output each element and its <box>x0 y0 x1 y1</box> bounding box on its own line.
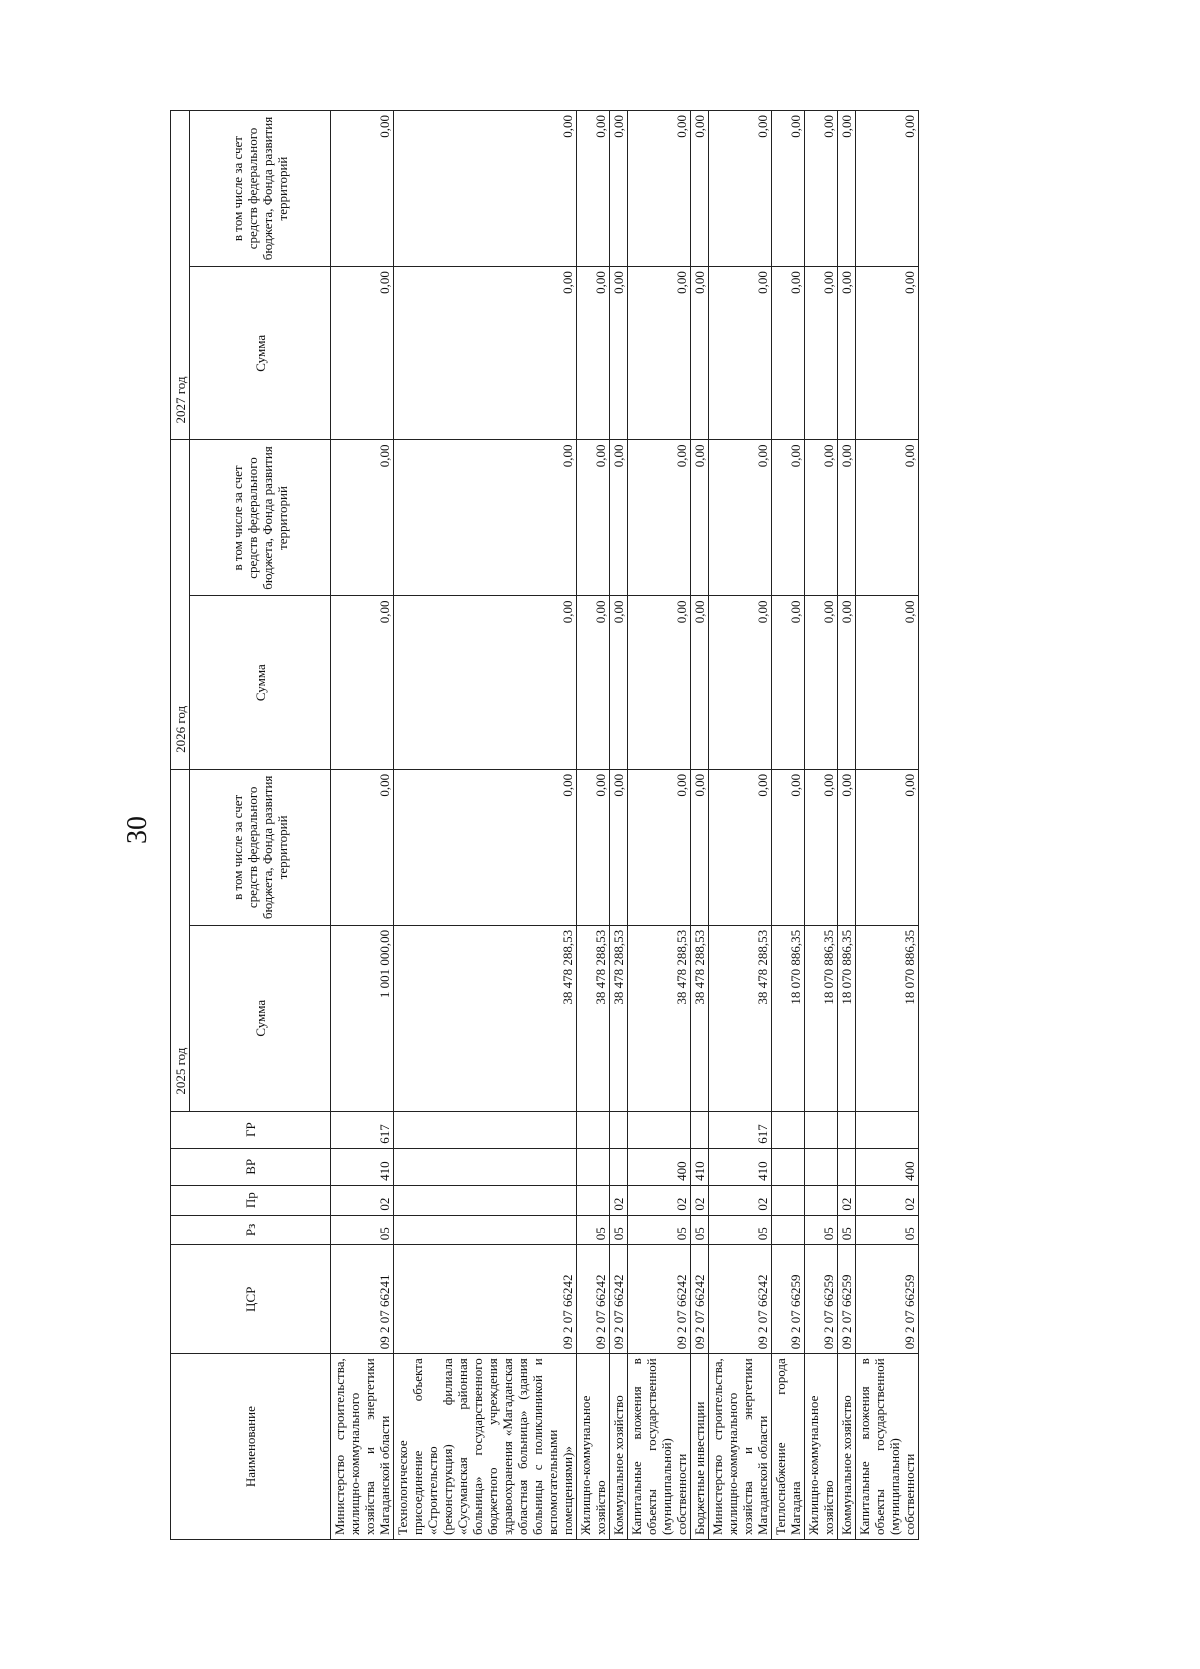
row-sum-2027: 0,00 <box>394 267 577 440</box>
header-year-2026: 2026 год <box>171 440 190 769</box>
row-pr: 02 <box>331 1185 394 1215</box>
row-sum-2027: 0,00 <box>856 267 919 440</box>
row-gr <box>610 1111 628 1148</box>
row-federal-2027: 0,00 <box>838 111 856 267</box>
row-name: Капитальные вложения в объекты государственной (муниципальной) собственности <box>856 1354 919 1540</box>
row-sum-2027: 0,00 <box>691 267 709 440</box>
row-csr: 09 2 07 66259 <box>838 1245 856 1354</box>
row-federal-2025: 0,00 <box>628 769 691 925</box>
row-sum-2026: 0,00 <box>838 596 856 769</box>
row-sum-2027: 0,00 <box>331 267 394 440</box>
row-vr: 410 <box>709 1148 772 1185</box>
row-name: Министерство строительства, жилищно-коммунального хозяйства и энергетики Магаданской области <box>331 1354 394 1540</box>
row-federal-2027: 0,00 <box>772 111 805 267</box>
row-sum-2027: 0,00 <box>628 267 691 440</box>
row-gr <box>628 1111 691 1148</box>
table-row <box>838 111 856 1540</box>
row-rz: 05 <box>805 1215 838 1245</box>
row-sum-2025: 38 478 288,53 <box>577 925 610 1111</box>
row-federal-2026: 0,00 <box>856 440 919 596</box>
row-federal-2026: 0,00 <box>691 440 709 596</box>
row-sum-2025: 18 070 886,35 <box>772 925 805 1111</box>
header-vr: ВР <box>171 1148 331 1185</box>
row-rz: 05 <box>709 1215 772 1245</box>
landscape-page <box>170 110 1040 1540</box>
row-name: Капитальные вложения в объекты государственной (муниципальной) собственности <box>628 1354 691 1540</box>
row-sum-2025: 1 001 000,00 <box>331 925 394 1111</box>
row-federal-2026: 0,00 <box>838 440 856 596</box>
row-gr <box>394 1111 577 1148</box>
header-rz: Рз <box>171 1215 331 1245</box>
row-vr <box>577 1148 610 1185</box>
header-federal-2027: в том числе за счет средств федерального бюджета, Фонда развития территорий <box>190 111 331 267</box>
row-federal-2027: 0,00 <box>691 111 709 267</box>
row-rz: 05 <box>577 1215 610 1245</box>
row-federal-2025: 0,00 <box>394 769 577 925</box>
header-year-2027: 2027 год <box>171 111 190 440</box>
row-rz: 05 <box>838 1215 856 1245</box>
table-row <box>772 111 805 1540</box>
row-rz: 05 <box>628 1215 691 1245</box>
row-vr: 400 <box>628 1148 691 1185</box>
row-sum-2026: 0,00 <box>577 596 610 769</box>
row-federal-2027: 0,00 <box>331 111 394 267</box>
row-csr: 09 2 07 66242 <box>691 1245 709 1354</box>
row-sum-2027: 0,00 <box>805 267 838 440</box>
row-vr <box>394 1148 577 1185</box>
table-row <box>628 111 691 1540</box>
row-sum-2025: 38 478 288,53 <box>628 925 691 1111</box>
row-federal-2026: 0,00 <box>331 440 394 596</box>
row-gr <box>838 1111 856 1148</box>
row-csr: 09 2 07 66259 <box>772 1245 805 1354</box>
row-rz: 05 <box>331 1215 394 1245</box>
row-federal-2027: 0,00 <box>709 111 772 267</box>
row-name: Теплоснабжение города Магадана <box>772 1354 805 1540</box>
header-sum-2026: Сумма <box>190 596 331 769</box>
row-pr: 02 <box>856 1185 919 1215</box>
header-federal-2025: в том числе за счет средств федерального бюджета, Фонда развития территорий <box>190 769 331 925</box>
table-row <box>577 111 610 1540</box>
row-name: Коммунальное хозяйство <box>838 1354 856 1540</box>
row-name: Технологическое присоединение объекта «Строительство (реконструкция) филиала «Сусуманская районная больница» государственного бюджетного учреждения здравоохранения «Магаданская областная больница» (здания больницы с поликлиникой и вспомогательными помещениями)» <box>394 1354 577 1540</box>
row-vr <box>838 1148 856 1185</box>
row-pr: 02 <box>628 1185 691 1215</box>
budget-table <box>170 110 919 1540</box>
row-sum-2026: 0,00 <box>610 596 628 769</box>
row-federal-2025: 0,00 <box>838 769 856 925</box>
row-name: Коммунальное хозяйство <box>610 1354 628 1540</box>
page-number: 30 <box>122 816 153 844</box>
row-federal-2026: 0,00 <box>709 440 772 596</box>
row-csr: 09 2 07 66242 <box>394 1245 577 1354</box>
row-sum-2026: 0,00 <box>628 596 691 769</box>
row-rz: 05 <box>691 1215 709 1245</box>
row-sum-2025: 38 478 288,53 <box>394 925 577 1111</box>
row-sum-2025: 18 070 886,35 <box>838 925 856 1111</box>
table-row <box>610 111 628 1540</box>
row-csr: 09 2 07 66241 <box>331 1245 394 1354</box>
row-csr: 09 2 07 66242 <box>628 1245 691 1354</box>
row-federal-2025: 0,00 <box>331 769 394 925</box>
row-name: Министерство строительства, жилищно-коммунального хозяйства и энергетики Магаданской области <box>709 1354 772 1540</box>
row-gr <box>577 1111 610 1148</box>
row-sum-2025: 38 478 288,53 <box>709 925 772 1111</box>
row-csr: 09 2 07 66242 <box>709 1245 772 1354</box>
row-name: Жилищно-коммунальное хозяйство <box>805 1354 838 1540</box>
header-federal-2026: в том числе за счет средств федерального бюджета, Фонда развития территорий <box>190 440 331 596</box>
row-vr <box>610 1148 628 1185</box>
row-sum-2025: 38 478 288,53 <box>610 925 628 1111</box>
row-csr: 09 2 07 66259 <box>805 1245 838 1354</box>
row-pr: 02 <box>610 1185 628 1215</box>
table-row <box>856 111 919 1540</box>
header-sum-2025: Сумма <box>190 925 331 1111</box>
row-name: Бюджетные инвестиции <box>691 1354 709 1540</box>
row-gr <box>691 1111 709 1148</box>
table-row <box>331 111 394 1540</box>
row-federal-2026: 0,00 <box>394 440 577 596</box>
row-vr <box>772 1148 805 1185</box>
row-pr <box>772 1185 805 1215</box>
row-sum-2026: 0,00 <box>691 596 709 769</box>
table-row <box>709 111 772 1540</box>
header-gr: ГР <box>171 1111 331 1148</box>
row-federal-2025: 0,00 <box>772 769 805 925</box>
row-federal-2026: 0,00 <box>772 440 805 596</box>
row-sum-2027: 0,00 <box>772 267 805 440</box>
header-year-2025: 2025 год <box>171 769 190 1111</box>
row-rz: 05 <box>610 1215 628 1245</box>
row-gr <box>805 1111 838 1148</box>
row-sum-2026: 0,00 <box>805 596 838 769</box>
row-federal-2026: 0,00 <box>628 440 691 596</box>
row-sum-2026: 0,00 <box>331 596 394 769</box>
row-pr: 02 <box>709 1185 772 1215</box>
row-federal-2025: 0,00 <box>856 769 919 925</box>
header-name: Наименование <box>171 1354 331 1540</box>
row-rz: 05 <box>856 1215 919 1245</box>
row-pr <box>577 1185 610 1215</box>
row-sum-2027: 0,00 <box>610 267 628 440</box>
row-federal-2027: 0,00 <box>628 111 691 267</box>
table-row <box>394 111 577 1540</box>
row-pr <box>394 1185 577 1215</box>
row-federal-2026: 0,00 <box>610 440 628 596</box>
row-vr: 400 <box>856 1148 919 1185</box>
table-row <box>691 111 709 1540</box>
header-pr: Пр <box>171 1185 331 1215</box>
row-sum-2025: 38 478 288,53 <box>691 925 709 1111</box>
rotated-table-frame <box>170 110 1040 1540</box>
row-federal-2025: 0,00 <box>805 769 838 925</box>
row-gr <box>772 1111 805 1148</box>
row-vr: 410 <box>691 1148 709 1185</box>
row-federal-2027: 0,00 <box>394 111 577 267</box>
header-sum-2027: Сумма <box>190 267 331 440</box>
row-federal-2025: 0,00 <box>709 769 772 925</box>
row-gr: 617 <box>709 1111 772 1148</box>
row-sum-2026: 0,00 <box>394 596 577 769</box>
row-vr: 410 <box>331 1148 394 1185</box>
row-vr <box>805 1148 838 1185</box>
row-federal-2027: 0,00 <box>805 111 838 267</box>
row-rz <box>394 1215 577 1245</box>
row-pr <box>805 1185 838 1215</box>
row-federal-2027: 0,00 <box>577 111 610 267</box>
row-sum-2026: 0,00 <box>772 596 805 769</box>
row-csr: 09 2 07 66259 <box>856 1245 919 1354</box>
row-federal-2026: 0,00 <box>805 440 838 596</box>
row-sum-2025: 18 070 886,35 <box>856 925 919 1111</box>
row-csr: 09 2 07 66242 <box>577 1245 610 1354</box>
row-sum-2027: 0,00 <box>577 267 610 440</box>
row-sum-2025: 18 070 886,35 <box>805 925 838 1111</box>
row-pr: 02 <box>691 1185 709 1215</box>
row-federal-2027: 0,00 <box>610 111 628 267</box>
header-csr: ЦСР <box>171 1245 331 1354</box>
row-federal-2025: 0,00 <box>610 769 628 925</box>
row-federal-2025: 0,00 <box>691 769 709 925</box>
row-gr <box>856 1111 919 1148</box>
row-sum-2026: 0,00 <box>856 596 919 769</box>
table-row <box>805 111 838 1540</box>
row-sum-2027: 0,00 <box>838 267 856 440</box>
row-sum-2026: 0,00 <box>709 596 772 769</box>
row-federal-2027: 0,00 <box>856 111 919 267</box>
row-rz <box>772 1215 805 1245</box>
row-federal-2026: 0,00 <box>577 440 610 596</box>
row-pr: 02 <box>838 1185 856 1215</box>
row-name: Жилищно-коммунальное хозяйство <box>577 1354 610 1540</box>
row-sum-2027: 0,00 <box>709 267 772 440</box>
header-row-years <box>171 111 190 1540</box>
row-gr: 617 <box>331 1111 394 1148</box>
row-csr: 09 2 07 66242 <box>610 1245 628 1354</box>
row-federal-2025: 0,00 <box>577 769 610 925</box>
